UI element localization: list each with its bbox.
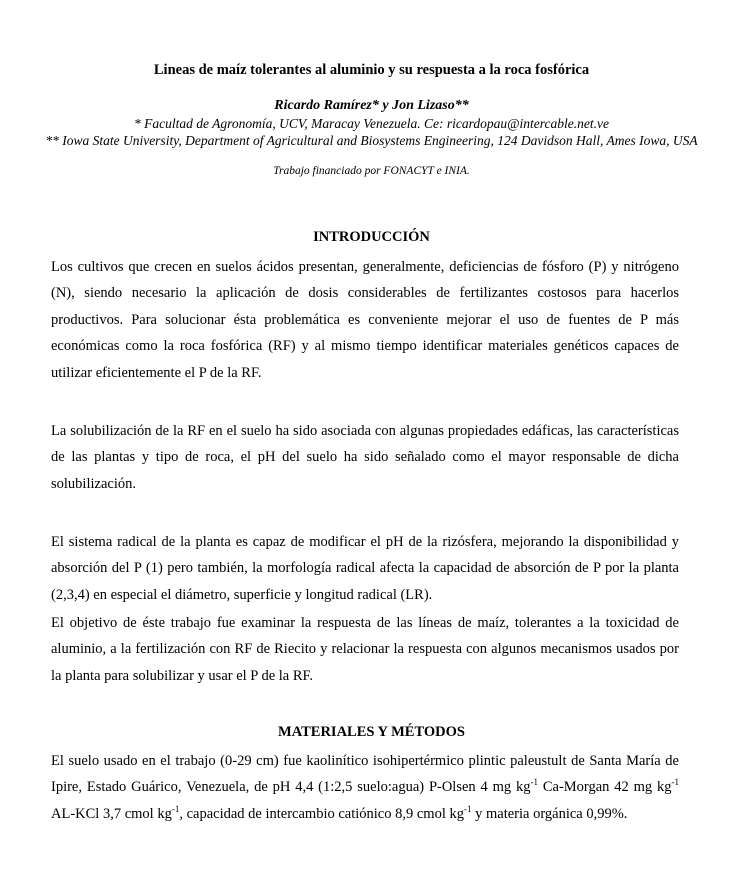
- section-heading-methods: MATERIALES Y MÉTODOS: [278, 724, 465, 740]
- superscript-2: -1: [671, 777, 679, 788]
- methods-text-a: El suelo usado en el trabajo (0-29 cm) fue kaolinítico isohipertérmico plintic paleustult de Santa María de Ipire, Estado Guárico, Venezuela, de pH 4,4 (1:2,5 suelo:agua) P-Olsen 4 mg kg: [51, 753, 679, 796]
- methods-text-e: y materia orgánica 0,99%.: [471, 805, 628, 822]
- methods-text-d: , capacidad de intercambio catiónico 8,9 cmol kg: [179, 805, 464, 822]
- superscript-4: -1: [463, 803, 472, 814]
- document-title: Lineas de maíz tolerantes al aluminio y su respuesta a la roca fosfórica: [153, 62, 590, 78]
- methods-paragraph-1: [51, 748, 679, 827]
- affiliation-2: ** Iowa State University, Department of Agricultural and Biosystems Engineering, 124 Davidson Hall, Ames Iowa, USA: [45, 133, 698, 148]
- methods-text-b: Ca-Morgan 42 mg kg: [537, 779, 672, 796]
- intro-paragraph-2: La solubilización de la RF en el suelo ha sido asociada con algunas propiedades edáficas, las características de las plantas y tipo de roca, el pH del suelo ha sido señalado como el mayor responsable de dicha solubilización.: [51, 423, 679, 492]
- methods-text-c: AL-KCl 3,7 cmol kg: [51, 805, 172, 822]
- authors: Ricardo Ramírez* y Jon Lizaso**: [274, 98, 469, 113]
- section-heading-introduction: INTRODUCCIÓN: [313, 229, 430, 245]
- intro-paragraph-4: El objetivo de éste trabajo fue examinar la respuesta de las líneas de maíz, tolerantes a la toxicidad de aluminio, a la fertilización con RF de Riecito y relacionar la respuesta con algunos mecanismos usados por la planta para solubilizar y usar el P de la RF.: [51, 615, 679, 684]
- intro-paragraph-3: El sistema radical de la planta es capaz de modificar el pH de la rizósfera, mejorando la disponibilidad y absorción del P (1) pero también, la morfología radical afecta la capacidad de absorción de P por la planta (2,3,4) en especial el diámetro, superficie y longitud radical (LR).: [51, 534, 679, 603]
- superscript-3: -1: [171, 803, 180, 814]
- affiliation-1: * Facultad de Agronomía, UCV, Maracay Venezuela. Ce: ricardopau@intercable.net.ve: [134, 116, 609, 131]
- funding-note: Trabajo financiado por FONACYT e INIA.: [273, 165, 470, 177]
- superscript-1: -1: [530, 777, 538, 788]
- intro-paragraph-1: Los cultivos que crecen en suelos ácidos presentan, generalmente, deficiencias de fósforo (P) y nitrógeno (N), siendo necesario la aplicación de dosis considerables de fertilizantes costosos para hacerlos productivos. Para solucionar ésta problemática es conveniente mejorar el uso de fuentes de P más económicas como la roca fosfórica (RF) y al mismo tiempo identificar materiales genéticos capaces de utilizar eficientemente el P de la RF.: [51, 259, 679, 381]
